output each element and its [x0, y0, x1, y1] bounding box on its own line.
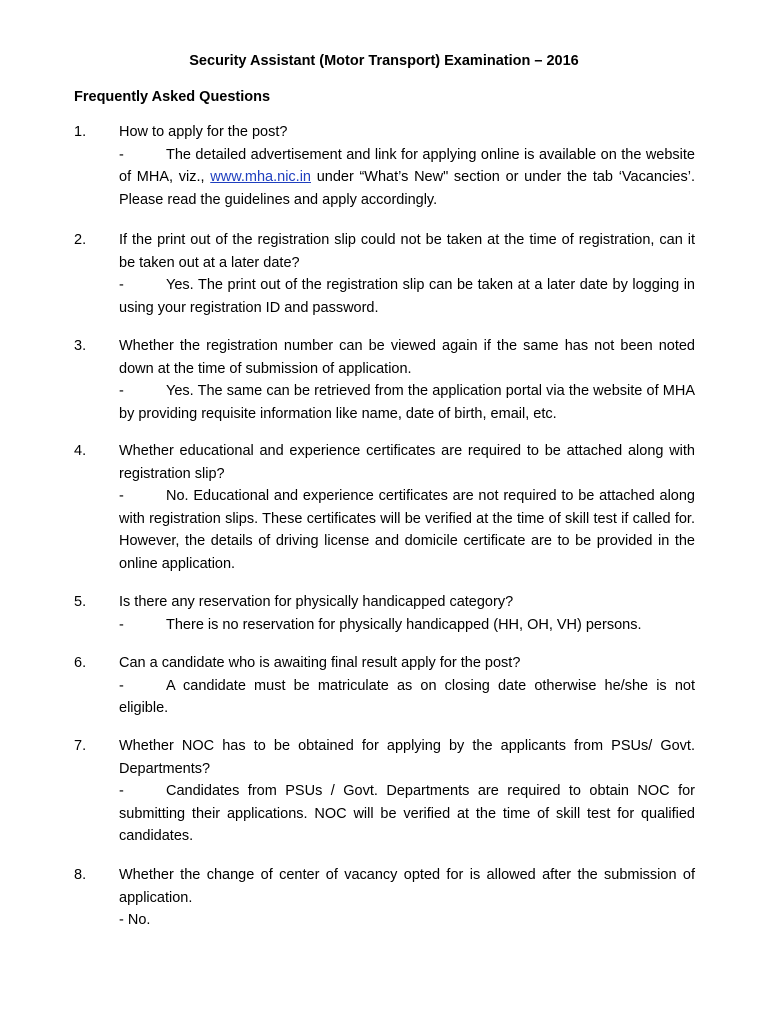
faq-number: 7. [74, 738, 87, 754]
faq-number: 1. [74, 124, 87, 140]
mha-website-link[interactable]: www.mha.nic.in [210, 169, 311, 185]
faq-answer [119, 274, 695, 319]
answer-dash: - [119, 677, 124, 694]
answer-dash: - [119, 488, 124, 504]
answer-dash: - [119, 146, 124, 163]
answer-text: The detailed advertisement and link for applying online is available on the website of MHA, viz., [119, 146, 695, 185]
answer-dash: - [119, 783, 124, 799]
answer-dash: - [119, 616, 124, 633]
faq-question: Can a candidate who is awaiting final result apply for the post? [119, 655, 521, 671]
faq-number: 6. [74, 655, 87, 671]
answer-text: A candidate must be matriculate as on closing date otherwise he/she is not eligible. [119, 677, 695, 716]
faq-item [74, 121, 695, 211]
faq-item [74, 591, 695, 636]
faq-answer [119, 380, 695, 425]
faq-question: Whether NOC has to be obtained for applying by the applicants from PSUs/ Govt. Departments? [119, 738, 695, 777]
answer-text: There is no reservation for physically handicapped (HH, OH, VH) persons. [166, 616, 642, 633]
faq-number: 2. [74, 232, 87, 248]
faq-question: Whether the change of center of vacancy opted for is allowed after the submission of application. [119, 867, 695, 906]
faq-heading: Frequently Asked Questions [74, 89, 271, 105]
answer-text: Yes. The print out of the registration slip can be taken at a later date by logging in using your registration ID and password. [119, 277, 695, 316]
faq-answer [119, 144, 695, 212]
faq-item [74, 335, 695, 425]
answer-text: Yes. The same can be retrieved from the application portal via the website of MHA by providing requisite information like name, date of birth, email, etc. [119, 383, 695, 422]
answer-text: No. Educational and experience certificates are not required to be attached along with registration slips. These certificates will be verified at the time of skill test if called for. However, the details of driving license and domicile certificate are to be provided in the online application. [119, 488, 695, 572]
faq-item [74, 652, 695, 720]
answer-text: under “What’s New" section or under the tab ‘Vacancies’. Please read the guidelines and apply accordingly. [119, 169, 695, 208]
faq-answer: - No. [119, 912, 151, 928]
faq-question: Whether educational and experience certificates are required to be attached along with registration slip? [119, 443, 695, 482]
faq-question: How to apply for the post? [119, 124, 288, 140]
faq-answer [119, 614, 695, 637]
faq-number: 8. [74, 867, 87, 883]
faq-question: Is there any reservation for physically handicapped category? [119, 594, 514, 610]
faq-answer [119, 485, 695, 575]
faq-question: Whether the registration number can be viewed again if the same has not been noted down at the time of submission of application. [119, 338, 695, 377]
answer-dash: - [119, 277, 124, 293]
answer-dash: - [119, 383, 124, 399]
faq-item [74, 229, 695, 319]
answer-text: Candidates from PSUs / Govt. Departments are required to obtain NOC for submitting their applications. NOC will be verified at the time of skill test for qualified candidates. [119, 783, 695, 844]
faq-number: 3. [74, 338, 87, 354]
faq-item [74, 735, 695, 848]
document-title: Security Assistant (Motor Transport) Examination – 2016 [189, 53, 579, 69]
faq-item [74, 864, 695, 932]
faq-answer [119, 780, 695, 848]
faq-item [74, 440, 695, 575]
faq-question: If the print out of the registration slip could not be taken at the time of registration, can it be taken out at a later date? [119, 232, 695, 271]
faq-number: 4. [74, 443, 87, 459]
faq-answer [119, 675, 695, 720]
faq-number: 5. [74, 594, 87, 610]
